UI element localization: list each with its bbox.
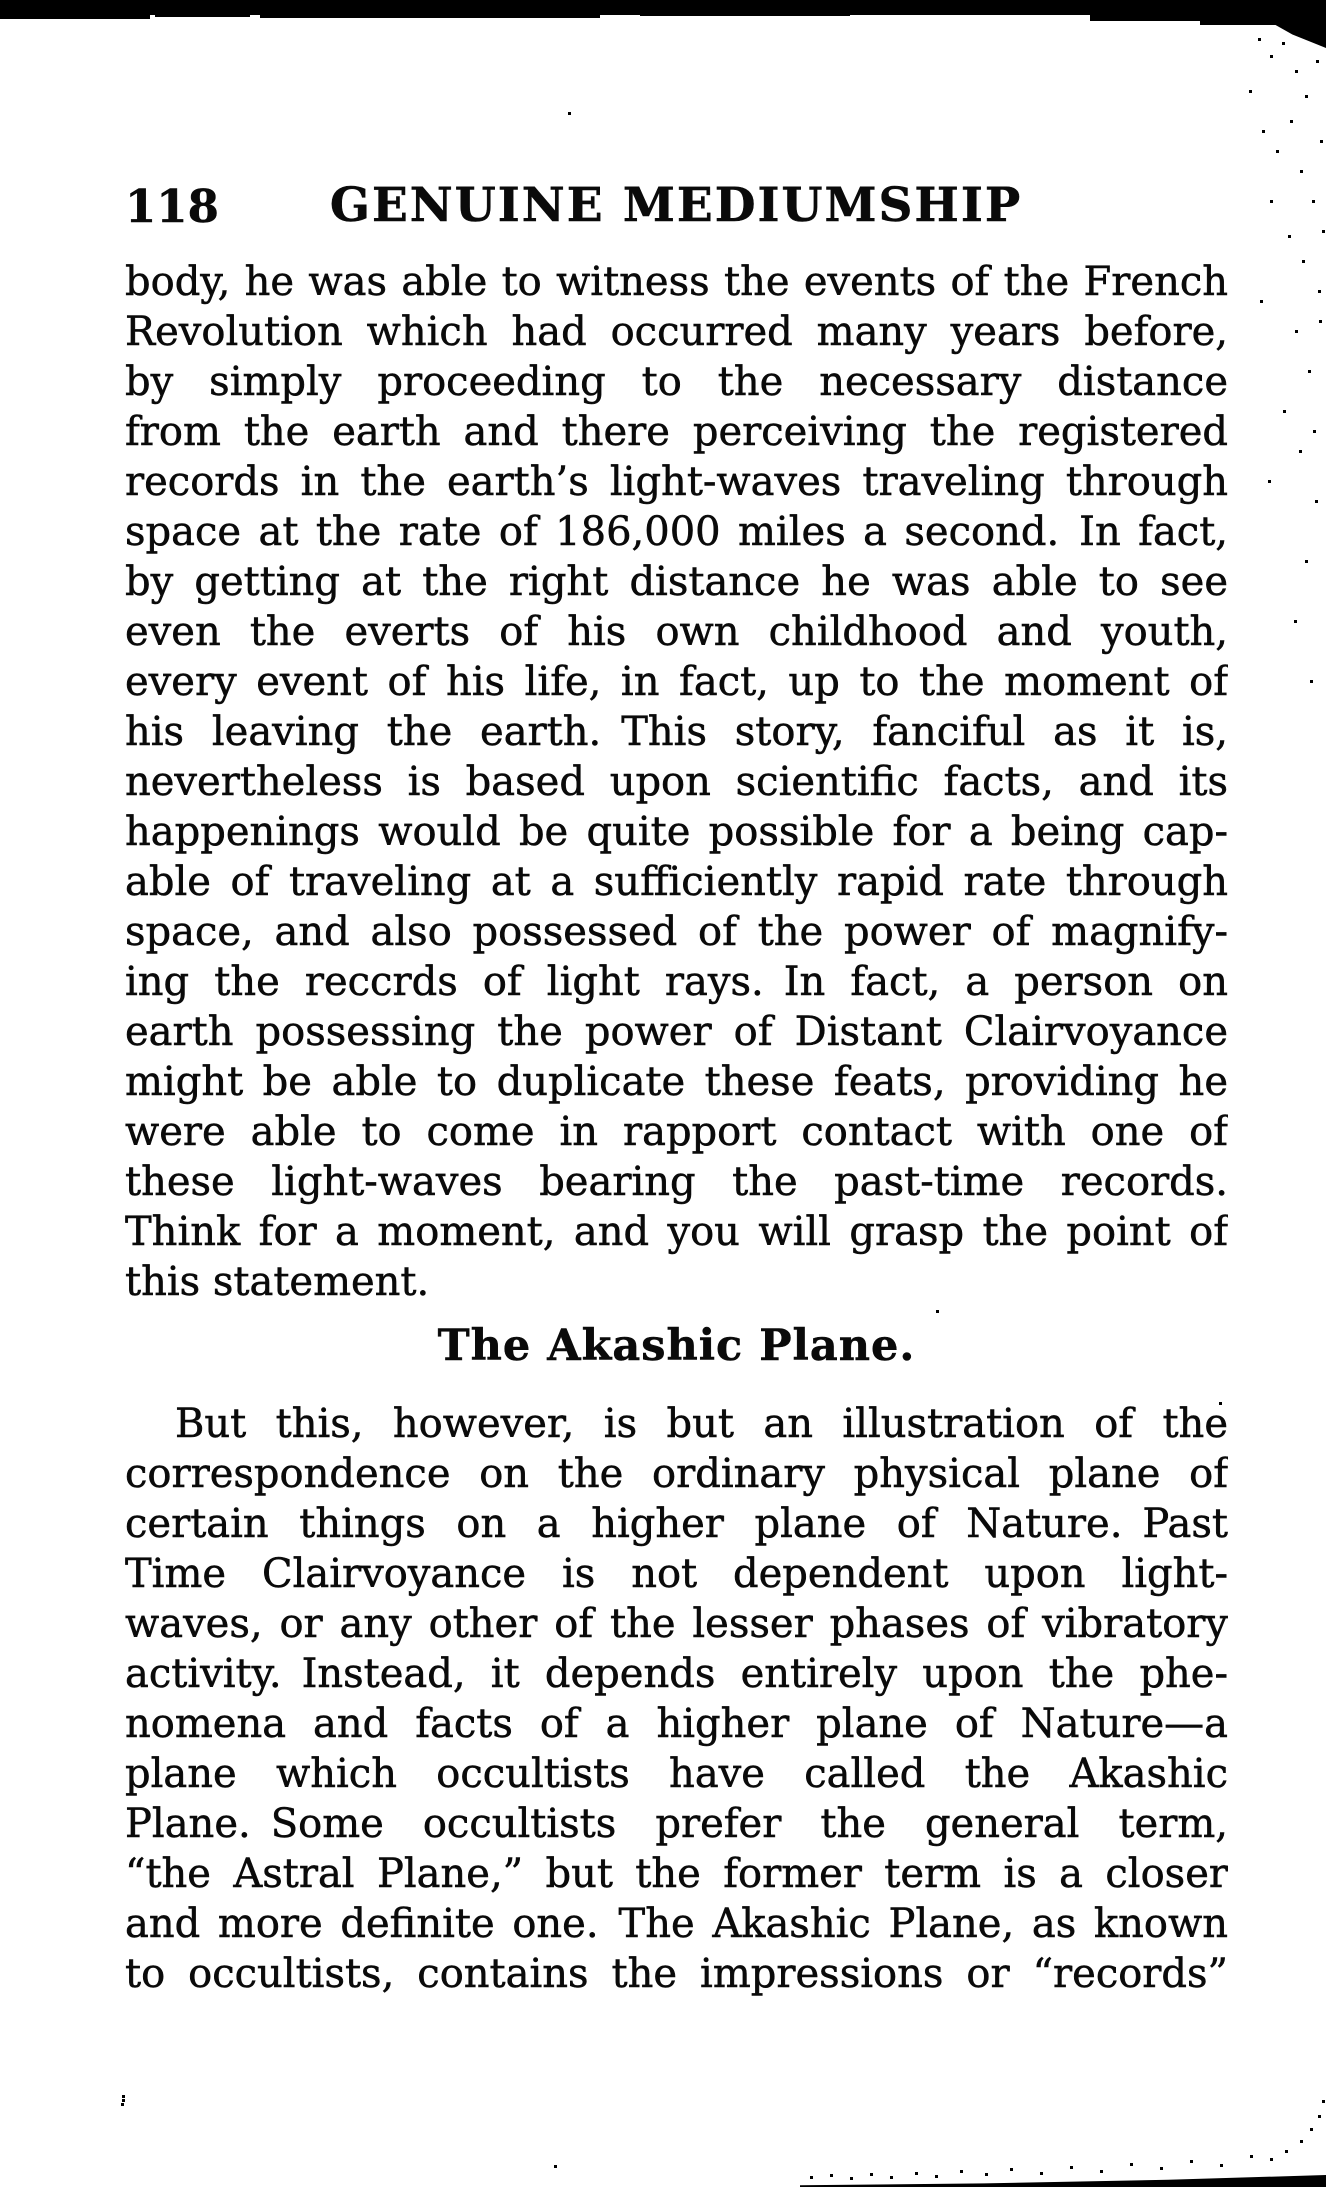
section-heading: The Akashic Plane. xyxy=(437,1321,916,1371)
text-line: space at the rate of 186,000 miles a second. In fact, xyxy=(125,509,1228,555)
text-line: nevertheless is based upon scientific facts, and its xyxy=(125,759,1228,805)
text-line: his leaving the earth. This story, fanciful as it is, xyxy=(125,709,1228,755)
text-line: plane which occultists have called the Akashic xyxy=(125,1751,1228,1797)
scan-edge-bottom-wedge xyxy=(800,2175,1326,2187)
text-line: this statement. xyxy=(125,1259,430,1305)
text-line: “the Astral Plane,” but the former term is a closer xyxy=(125,1851,1228,1897)
text-line: Time Clairvoyance is not dependent upon light- xyxy=(125,1551,1228,1597)
page-text-block xyxy=(125,257,1228,1999)
text-line: records in the earth’s light-waves traveling through xyxy=(125,459,1228,505)
text-line: Plane. Some occultists prefer the general term, xyxy=(125,1801,1228,1847)
scan-noise-bottom-speckles xyxy=(0,0,3,3)
paragraph xyxy=(125,257,1228,1307)
text-line: from the earth and there perceiving the registered xyxy=(125,409,1228,455)
text-line: these light-waves bearing the past-time records. xyxy=(125,1159,1228,1205)
scan-edge-ragged-segment xyxy=(0,15,150,19)
text-line: by simply proceeding to the necessary distance xyxy=(125,359,1228,405)
scan-edge-ragged-segment xyxy=(260,15,600,18)
text-line: activity. Instead, it depends entirely upon the phe- xyxy=(125,1651,1228,1697)
text-line: even the everts of his own childhood and youth, xyxy=(125,609,1228,655)
text-line: earth possessing the power of Distant Clairvoyance xyxy=(125,1009,1228,1055)
scan-edge-ragged-segment xyxy=(640,14,850,16)
text-line: to occultists, contains the impressions or “records” xyxy=(125,1951,1228,1997)
page-number: 118 xyxy=(125,180,219,233)
scan-edge-top-bar xyxy=(0,0,1326,15)
running-title: GENUINE MEDIUMSHIP xyxy=(329,178,1023,233)
text-line: ing the reccrds of light rays. In fact, a person on xyxy=(125,959,1228,1005)
paragraph xyxy=(125,1399,1228,1999)
scan-edge-ragged-segment xyxy=(155,15,250,17)
text-line: able of traveling at a sufficiently rapid rate through xyxy=(125,859,1228,905)
text-line: certain things on a higher plane of Nature. Past xyxy=(125,1501,1228,1547)
text-line: body, he was able to witness the events of the French xyxy=(125,259,1228,305)
text-line: and more definite one. The Akashic Plane, as known xyxy=(125,1901,1228,1947)
text-line: But this, however, is but an illustration of the xyxy=(175,1401,1228,1447)
text-line: correspondence on the ordinary physical plane of xyxy=(125,1451,1228,1497)
text-line: by getting at the right distance he was able to see xyxy=(125,559,1228,605)
text-line: waves, or any other of the lesser phases of vibratory xyxy=(125,1601,1228,1647)
text-line: happenings would be quite possible for a being cap- xyxy=(125,809,1228,855)
text-line: Think for a moment, and you will grasp the point of xyxy=(125,1209,1228,1255)
text-line: nomena and facts of a higher plane of Nature—a xyxy=(125,1701,1228,1747)
text-line: every event of his life, in fact, up to the moment of xyxy=(125,659,1228,705)
text-line: Revolution which had occurred many years before, xyxy=(125,309,1228,355)
text-line: space, and also possessed of the power of magnify- xyxy=(125,909,1228,955)
text-line: were able to come in rapport contact with one of xyxy=(125,1109,1228,1155)
text-line: might be able to duplicate these feats, providing he xyxy=(125,1059,1228,1105)
